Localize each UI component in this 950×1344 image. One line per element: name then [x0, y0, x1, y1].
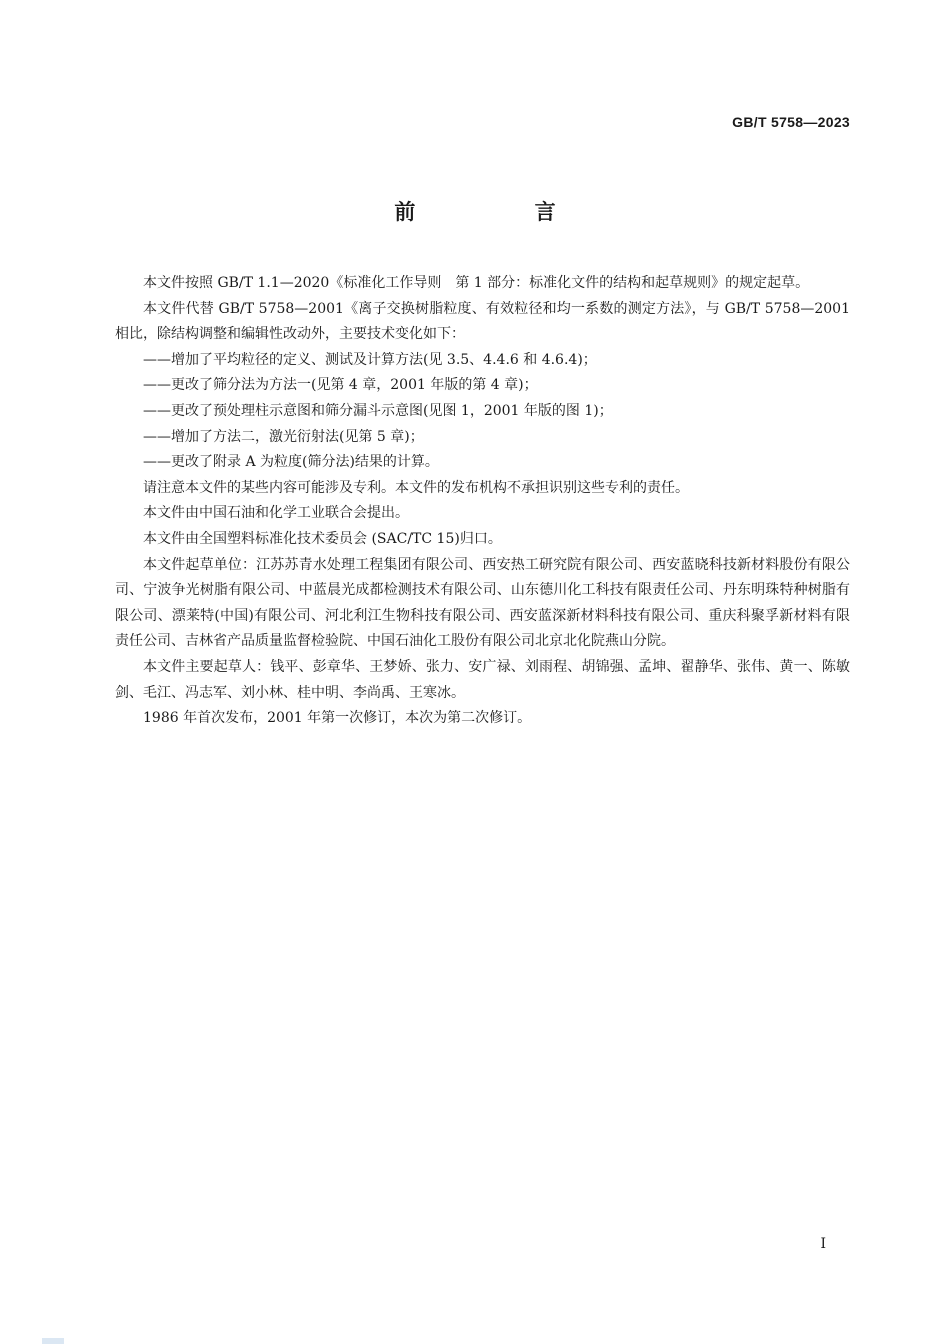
- change-item: ——更改了筛分法为方法一(见第 4 章，2001 年版的第 4 章)；: [143, 377, 538, 394]
- paragraph-history: 1986 年首次发布，2001 年第一次修订，本次为第二次修订。: [143, 710, 532, 727]
- paragraph-administered-by: 本文件由全国塑料标准化技术委员会 (SAC/TC 15)归口。: [143, 530, 502, 547]
- corner-mark: [42, 1338, 64, 1344]
- page-number: I: [820, 1236, 826, 1252]
- paragraph-drafting-rules: 本文件按照 GB/T 1.1—2020《标准化工作导则 第 1 部分：标准化文件的结构和起草规则》的规定起草。: [143, 275, 810, 291]
- paragraph-drafting-units: 本文件起草单位：江苏苏青水处理工程集团有限公司、西安热工研究院有限公司、西安蓝晓科技新材料股份有限公司、宁波争光树脂有限公司、中蓝晨光成都检测技术有限公司、山东德川化工科技有限责任公司、丹东明珠特种树脂有限公司、漂莱特(中国)有限公司、河北利江生物科技有限公司、西安蓝深新材料科技有限公司、重庆科聚孚新材料有限责任公司、吉林省产品质量监督检验院、中国石油化工股份有限公司北京北化院燕山分院。: [115, 556, 850, 650]
- foreword-body: [115, 271, 850, 732]
- standard-code: GB/T 5758—2023: [732, 114, 850, 130]
- change-item: ——增加了方法二，激光衍射法(见第 5 章)；: [143, 428, 424, 445]
- change-item: ——更改了附录 A 为粒度(筛分法)结果的计算。: [143, 454, 439, 471]
- paragraph-patent-notice: 请注意本文件的某些内容可能涉及专利。本文件的发布机构不承担识别这些专利的责任。: [143, 479, 689, 496]
- page-title: 前 言: [394, 200, 612, 224]
- paragraph-proposed-by: 本文件由中国石油和化学工业联合会提出。: [143, 505, 409, 522]
- change-item: ——增加了平均粒径的定义、测试及计算方法(见 3.5、4.4.6 和 4.6.4)；: [143, 351, 597, 368]
- change-item: ——更改了预处理柱示意图和筛分漏斗示意图(见图 1，2001 年版的图 1)；: [143, 402, 613, 419]
- paragraph-replaces: 本文件代替 GB/T 5758—2001《离子交换树脂粒度、有效粒径和均一系数的测定方法》，与 GB/T 5758—2001 相比，除结构调整和编辑性改动外，主要技术变化如下：: [115, 300, 850, 343]
- paragraph-drafters: 本文件主要起草人：钱平、彭章华、王梦娇、张力、安广禄、刘雨程、胡锦强、孟坤、翟静华、张伟、黄一、陈敏剑、毛江、冯志军、刘小林、桂中明、李尚禹、王寒冰。: [115, 658, 850, 701]
